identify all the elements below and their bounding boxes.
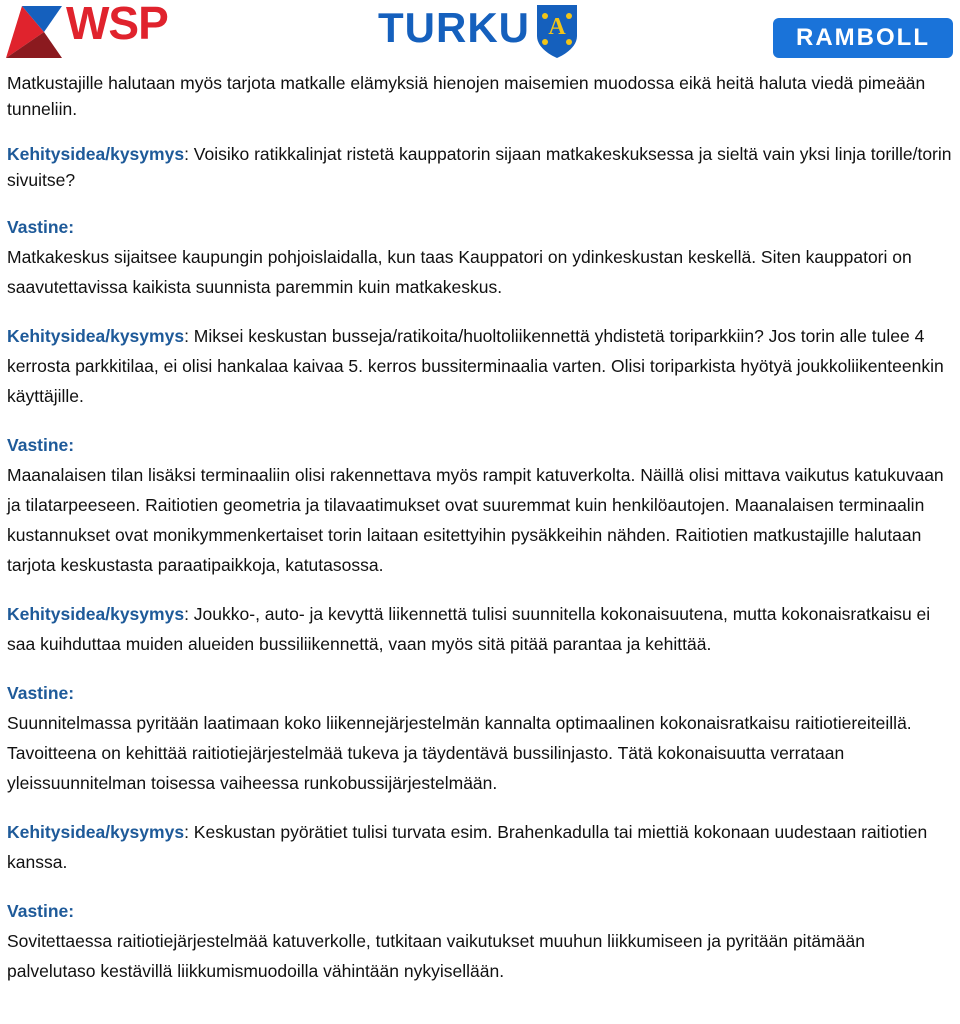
- question-label: Kehitysidea/kysymys: [7, 326, 185, 346]
- question-label: Kehitysidea/kysymys: [7, 822, 185, 842]
- wsp-logo: [4, 2, 194, 60]
- paragraph-text: Joukko-, auto- ja kevyttä liikennettä tulisi suunnitella kokonaisuutena, mutta kokonaisratkaisu ei saa kuihduttaa muiden alueiden bussiliikennettä, vaan myös sitä pitää parantaa ja kehittää.: [7, 604, 931, 654]
- answer-paragraph: [7, 430, 953, 580]
- label-colon: :: [184, 604, 189, 624]
- wsp-wordmark: WSP: [66, 0, 168, 49]
- answer-label: Vastine:: [7, 435, 75, 455]
- question-label: Kehitysidea/kysymys: [7, 604, 185, 624]
- answer-label: Vastine:: [7, 683, 75, 703]
- ramboll-wordmark: RAMBOLL: [796, 24, 930, 51]
- paragraph-text: Matkakeskus sijaitsee kaupungin pohjoislaidalla, kun taas Kauppatori on ydinkeskustan keskellä. Siten kauppatori on saavutettavissa kaikista suunnista paremmin kuin matkakeskus.: [7, 247, 912, 297]
- answer-paragraph: [7, 212, 953, 302]
- answer-label: Vastine:: [7, 901, 75, 921]
- label-colon: :: [184, 326, 189, 346]
- label-colon: :: [184, 144, 189, 164]
- turku-logo: [378, 0, 588, 62]
- paragraph-text: Voisiko ratikkalinjat ristetä kauppatorin sijaan matkakeskuksessa ja sieltä vain yksi linja torille/torin sivuitse?: [7, 144, 952, 190]
- document-body: [7, 70, 953, 1005]
- answer-paragraph: [7, 896, 953, 986]
- question-paragraph: [7, 599, 953, 659]
- intro-paragraph: [7, 70, 953, 122]
- wsp-logo-mark-icon: [4, 2, 64, 60]
- question-label: Kehitysidea/kysymys: [7, 144, 185, 164]
- turku-wordmark: TURKU: [378, 4, 530, 51]
- paragraph-text: Maanalaisen tilan lisäksi terminaaliin olisi rakennettava myös rampit katuverkolta. Näillä olisi mittava vaikutus katukuvaan ja tilatarpeeseen. Raitiotien geometria ja tilavaatimukset ovat suuremmat kuin henkilöautojen. Maanalaisen terminaalin kustannukset ovat monikymmenkertaiset torin laitaan esitettyihin pysäkkeihin nähden. Raitiotien matkustajille halutaan tarjota keskustasta paraatipaikkoja, katutasossa.: [7, 465, 944, 575]
- paragraph-text: Keskustan pyörätiet tulisi turvata esim. Brahenkadulla tai miettiä kokonaan uudestaan raitiotien kanssa.: [7, 822, 928, 872]
- question-paragraph: [7, 141, 953, 193]
- paragraph-text: Suunnitelmassa pyritään laatimaan koko liikennejärjestelmän kannalta optimaalinen kokonaisratkaisu raitiotiereiteillä. Tavoitteena on kehittää raitiotiejärjestelmää tukeva ja täydentävä bussilinjasto. Tätä kokonaisuutta verrataan yleissuunnitelman toisessa vaiheessa runkobussijärjestelmään.: [7, 713, 912, 793]
- answer-label: Vastine:: [7, 217, 75, 237]
- turku-crest-icon: [534, 2, 580, 60]
- label-colon: :: [184, 822, 189, 842]
- answer-paragraph: [7, 678, 953, 798]
- svg-text:A: A: [548, 14, 566, 40]
- question-paragraph: [7, 817, 953, 877]
- ramboll-logo: [773, 18, 953, 58]
- paragraph-text: Matkustajille halutaan myös tarjota matkalle elämyksiä hienojen maisemien muodossa eikä heitä haluta viedä pimeään tunneliin.: [7, 73, 926, 119]
- question-paragraph: [7, 321, 953, 411]
- paragraph-text: Miksei keskustan busseja/ratikoita/huoltoliikennettä yhdistetä toriparkkiin? Jos torin alle tulee 4 kerrosta parkkitilaa, ei olisi hankalaa kaivaa 5. kerros bussiterminaalia varten. Olisi toriparkista hyötyä joukkoliikenteenkin käyttäjille.: [7, 326, 944, 406]
- page-header: [0, 0, 960, 64]
- paragraph-text: Sovitettaessa raitiotiejärjestelmää katuverkolle, tutkitaan vaikutukset muuhun liikkumiseen ja pyritään pitämään palvelutaso kestävillä liikkumismuodoilla vähintään nykyisellään.: [7, 931, 865, 981]
